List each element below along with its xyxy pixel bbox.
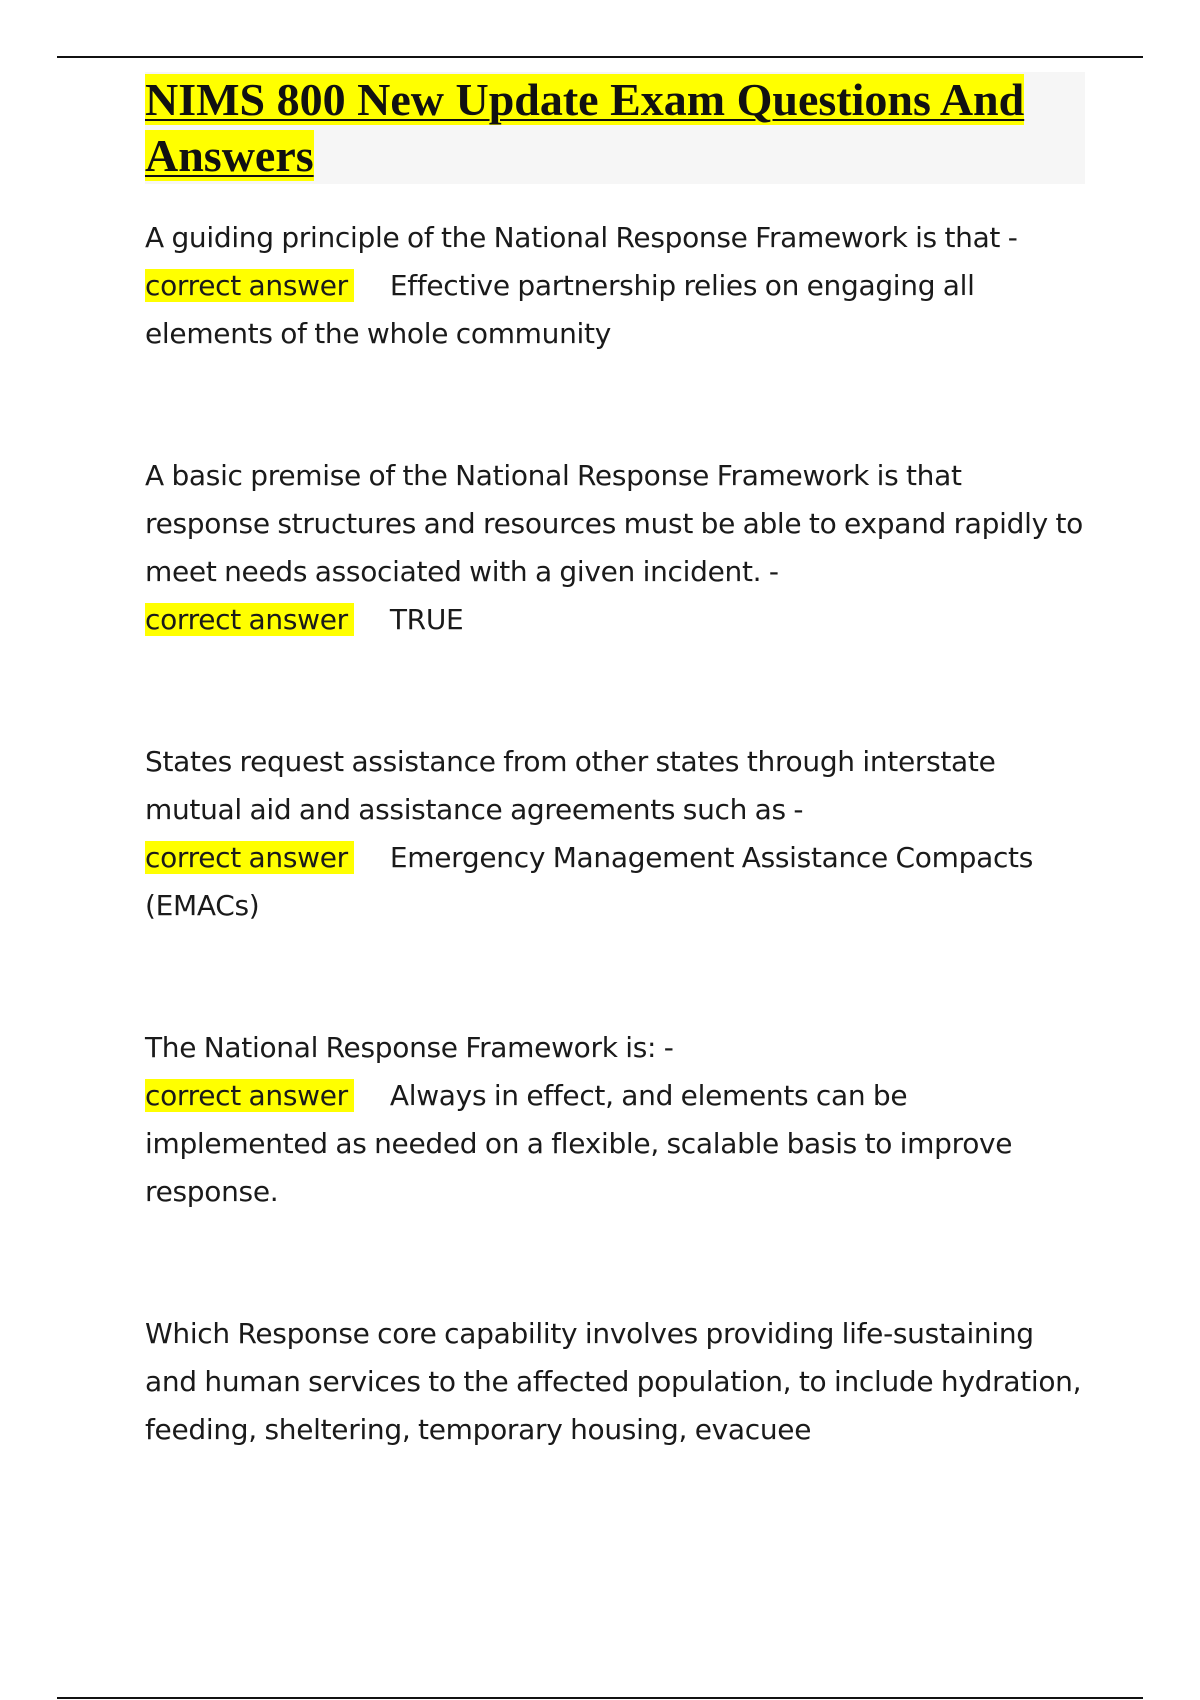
document-title <box>145 72 1085 184</box>
correct-answer-marker: correct answer <box>145 269 354 302</box>
document-body <box>145 72 1085 1548</box>
question-text: Which Response core capability involves providing life-sustaining and human services to the affected population, to include hydration, feeding, sheltering, temporary housing, evacuee <box>145 1317 1082 1446</box>
top-rule <box>57 56 1143 58</box>
answer-line <box>145 834 1085 930</box>
document-title-text: NIMS 800 New Update Exam Questions And Answers <box>145 74 1025 181</box>
question-text: States request assistance from other states through interstate mutual aid and assistance agreements such as - <box>145 745 996 826</box>
question-text: A basic premise of the National Response Framework is that response structures and resources must be able to expand rapidly to meet needs associated with a given incident. - <box>145 459 1083 588</box>
answer-text: Emergency Management Assistance Compacts (EMACs) <box>145 841 1033 922</box>
answer-text: Effective partnership relies on engaging all elements of the whole community <box>145 269 975 350</box>
answer-line <box>145 1072 1085 1216</box>
qa-item <box>145 452 1085 644</box>
correct-answer-marker: correct answer <box>145 841 354 874</box>
correct-answer-marker: correct answer <box>145 603 354 636</box>
bottom-rule <box>57 1697 1143 1699</box>
qa-item <box>145 738 1085 930</box>
question-text: A guiding principle of the National Response Framework is that - <box>145 221 1018 254</box>
answer-text: Always in effect, and elements can be implemented as needed on a flexible, scalable basis to improve response. <box>145 1079 1013 1208</box>
question-text: The National Response Framework is: - <box>145 1031 674 1064</box>
correct-answer-marker: correct answer <box>145 1079 354 1112</box>
title-block <box>145 72 1085 184</box>
qa-item <box>145 1024 1085 1216</box>
qa-item <box>145 1310 1085 1454</box>
answer-text: TRUE <box>389 603 464 636</box>
answer-line <box>145 596 1085 644</box>
qa-item <box>145 214 1085 358</box>
answer-line <box>145 262 1085 358</box>
